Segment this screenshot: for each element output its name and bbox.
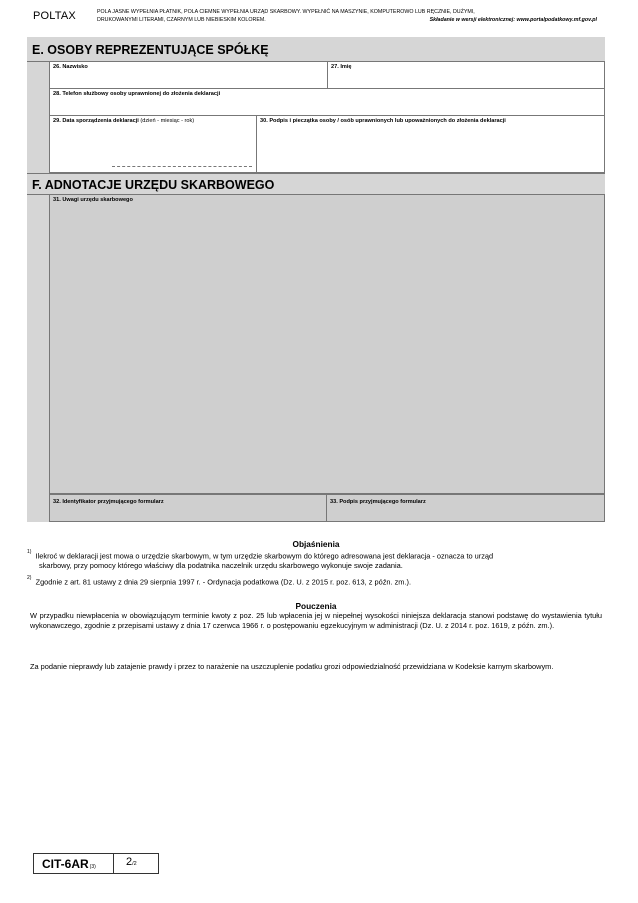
note-1-line-2: skarbowy, przy pomocy którego właściwy dla podatnika naczelnik urzędu skarbowego wykonuje swoje zadania.	[39, 561, 403, 571]
office-remarks-label: 31. Uwagi urzędu skarbowego	[53, 197, 133, 203]
receiver-signature-field	[327, 494, 605, 522]
first-name-label: 27. Imię	[331, 64, 352, 70]
receiver-signature-label: 33. Podpis przyjmującego formularz	[330, 499, 426, 505]
page-number: 2/2	[126, 856, 137, 868]
form-version: (3)	[89, 864, 96, 870]
phone-field[interactable]	[50, 89, 605, 116]
signature-stamp-field[interactable]	[257, 116, 605, 173]
first-name-field[interactable]	[328, 62, 605, 89]
note-2-marker: 2)	[27, 575, 32, 581]
surname-field[interactable]	[50, 62, 328, 89]
instruction-line-1: POLA JASNE WYPEŁNIA PŁATNIK, POLA CIEMNE WYPEŁNIA URZĄD SKARBOWY. WYPEŁNIĆ NA MASZYNIE, KOMPUTEROWO LUB RĘCZNIE, DUŻYMI,	[97, 9, 475, 15]
note-1-line-1: Ilekroć w deklaracji jest mowa o urzędzie skarbowym, w tym urzędzie skarbowym do którego adresowana jest deklaracja - oznacza to urząd	[35, 551, 494, 561]
form-instructions	[97, 8, 597, 24]
instructions-title: Pouczenia	[295, 601, 337, 611]
explanations-title: Objaśnienia	[292, 539, 340, 549]
section-f-gutter	[27, 195, 50, 522]
page-total: /2	[132, 861, 137, 867]
explanation-note-2	[27, 575, 605, 587]
declaration-date-hint: (dzień - miesiąc - rok)	[140, 118, 195, 124]
signature-stamp-label: 30. Podpis i pieczątka osoby / osób uprawnionych lub upoważnionych do złożenia deklaracji	[260, 118, 506, 124]
instructions-text: W przypadku niewpłacenia w obowiązującym terminie kwoty z poz. 25 lub wpłacenia jej w niepełnej wysokości niniejsza deklaracja stanowi podstawę do wystawienia tytułu wykonawczego, zgodnie z przepisami ustawy z dnia 17 czerwca 1966 r. o postępowaniu egzekucyjnym w administracji (Dz. U. z 2014 r. poz. 1619, z późn. zm.).	[30, 611, 602, 630]
section-f-header	[27, 173, 605, 195]
note-2-text: Zgodnie z art. 81 ustawy z dnia 29 sierpnia 1997 r. - Ordynacja podatkowa (Dz. U. z 2015 r. poz. 613, z późn. zm.).	[35, 577, 412, 587]
form-footer	[33, 853, 159, 874]
form-code: CIT-6AR(3)	[34, 854, 114, 873]
section-f-title: F. ADNOTACJE URZĘDU SKARBOWEGO	[32, 178, 275, 192]
office-remarks-field	[50, 195, 605, 494]
explanation-note-1	[27, 549, 605, 571]
declaration-date-label: 29. Data sporządzenia deklaracji (dzień - miesiąc - rok)	[53, 118, 195, 124]
date-input-slots[interactable]	[112, 162, 252, 167]
receiver-id-label: 32. Identyfikator przyjmującego formularz	[53, 499, 164, 505]
penalty-warning-text: Za podanie nieprawdy lub zatajenie prawdy i przez to narażenie na uszczuplenie podatku grozi odpowiedzialność przewidziana w Kodeksie karnym skarbowym.	[30, 662, 554, 671]
section-e-header	[27, 37, 605, 62]
note-1-marker: 1)	[27, 549, 32, 555]
receiver-id-field	[50, 494, 327, 522]
section-e-title: E. OSOBY REPREZENTUJĄCE SPÓŁKĘ	[32, 43, 269, 57]
surname-label: 26. Nazwisko	[53, 64, 88, 70]
brand-label: POLTAX	[33, 10, 76, 22]
instruction-line-2: DRUKOWANYMI LITERAMI, CZARNYM LUB NIEBIESKIM KOLOREM.	[97, 17, 266, 23]
section-e-gutter	[27, 62, 50, 173]
phone-label: 28. Telefon służbowy osoby uprawnionej do złożenia deklaracji	[53, 91, 221, 97]
declaration-date-field[interactable]	[50, 116, 257, 173]
electronic-submission-note: Składanie w wersji elektronicznej: www.portalpodatkowy.mf.gov.pl	[429, 17, 597, 23]
